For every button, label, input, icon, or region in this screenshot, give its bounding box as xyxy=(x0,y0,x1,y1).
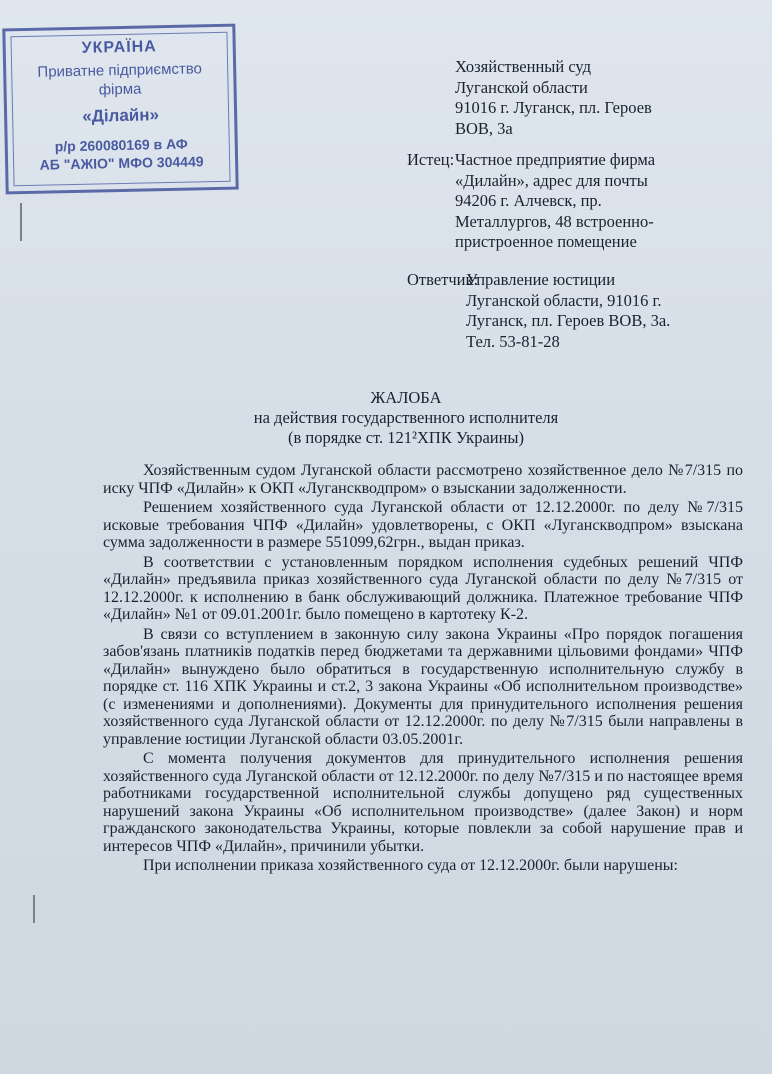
defendant-details xyxy=(466,270,756,352)
body-paragraph: При исполнении приказа хозяйственного суда от 12.12.2000г. были нарушены: xyxy=(143,857,678,874)
margin-pen-mark xyxy=(20,203,22,241)
plaintiff-label: Истец: xyxy=(407,150,455,169)
stamp-bank: АБ "АЖІО" МФО 304449 xyxy=(39,153,204,173)
defendant-label: Ответчик: xyxy=(407,270,479,289)
plaintiff-details xyxy=(455,150,755,253)
court-address xyxy=(455,57,755,139)
body-paragraph: Хозяйственным судом Луганской области рассмотрено хозяйственное дело №7/315 по иску ЧПФ «Дилайн» к ОКП «Луганскводпром» о взыскании задолженности. xyxy=(103,462,743,497)
body-paragraph: Решением хозяйственного суда Луганской области от 12.12.2000г. по делу №7/315 исковые требования ЧПФ «Дилайн» удовлетворены, с ОКП «Луганскводпром» взыскана сумма задолженности в размере 551099,62грн., выдан приказ. xyxy=(103,499,743,551)
body-paragraph: В связи со вступлением в законную силу закона Украины «Про порядок погашения забов'язань платників податків перед бюджетами та державними цільовими фондами» ЧПФ «Дилайн» вынуждено было обратиться в государственную исполнительную службу в порядке ст. 116 ХПК Украины и ст.2, 3 закона Украины «Об исполнительном производстве» (с изменениями и дополнениями). Документы для принудительного исполнения решения хозяйственного суда Луганской области от 12.12.2000г. по делу №7/315 были направлены в управление юстиции Луганской области 03.05.2001г. xyxy=(103,625,743,748)
stamp-country: УКРАЇНА xyxy=(81,38,157,57)
court-line: 91016 г. Луганск, пл. Героев xyxy=(455,98,652,117)
plaintiff-line: Частное предприятие фирма xyxy=(455,150,656,169)
document-subtitle: на действия государственного исполнителя xyxy=(253,408,559,427)
defendant-line: Луганск, пл. Героев ВОВ, 3а. xyxy=(466,311,671,330)
court-line: Хозяйственный суд xyxy=(455,57,592,76)
stamp-company-name: «Ділайн» xyxy=(82,105,160,126)
plaintiff-line: Металлургов, 48 встроенно- xyxy=(455,211,654,231)
court-line: Луганской области xyxy=(455,77,588,97)
defendant-line: Луганской области, 91016 г. xyxy=(466,290,662,310)
plaintiff-line: пристроенное помещение xyxy=(455,232,637,251)
document-legal-basis: (в порядке ст. 121²ХПК Украины) xyxy=(287,428,525,447)
document-title: ЖАЛОБА xyxy=(370,388,442,407)
defendant-line: Управление юстиции xyxy=(466,270,616,289)
document-body xyxy=(103,462,743,877)
body-paragraph: С момента получения документов для принудительного исполнения решения хозяйственного суда Луганской области от 12.12.2000г. по делу №7/315 и по настоящее время работниками государственной исполнительной службы допущено ряд существенных нарушений закона Украины «Об исполнительном производстве» (далее Закон) и норм гражданского законодательства Украины, которые повлекли за собой нарушение прав и интересов ЧПФ «Дилайн», причинили убытки. xyxy=(103,750,743,855)
plaintiff-line: 94206 г. Алчевск, пр. xyxy=(455,191,602,210)
defendant-line: Тел. 53-81-28 xyxy=(466,331,560,351)
stamp-company-type: Приватне підприємство xyxy=(37,60,203,81)
body-paragraph: В соответствии с установленным порядком исполнения судебных решений ЧПФ «Дилайн» предъявила приказ хозяйственного суда Луганской области по делу №7/315 от 12.12.2000г. к исполнению в банк обслуживающий должника. Платежное требование ЧПФ «Дилайн» №1 от 09.01.2001г. было помещено в картотеку К-2. xyxy=(103,553,743,623)
stamp-account: р/р 260080169 в АФ xyxy=(54,135,188,155)
plaintiff-line: «Дилайн», адрес для почты xyxy=(455,170,648,190)
company-stamp xyxy=(2,24,238,195)
stamp-firm: фірма xyxy=(98,80,142,99)
court-line: ВОВ, 3а xyxy=(455,118,513,138)
margin-pen-mark xyxy=(33,895,35,923)
